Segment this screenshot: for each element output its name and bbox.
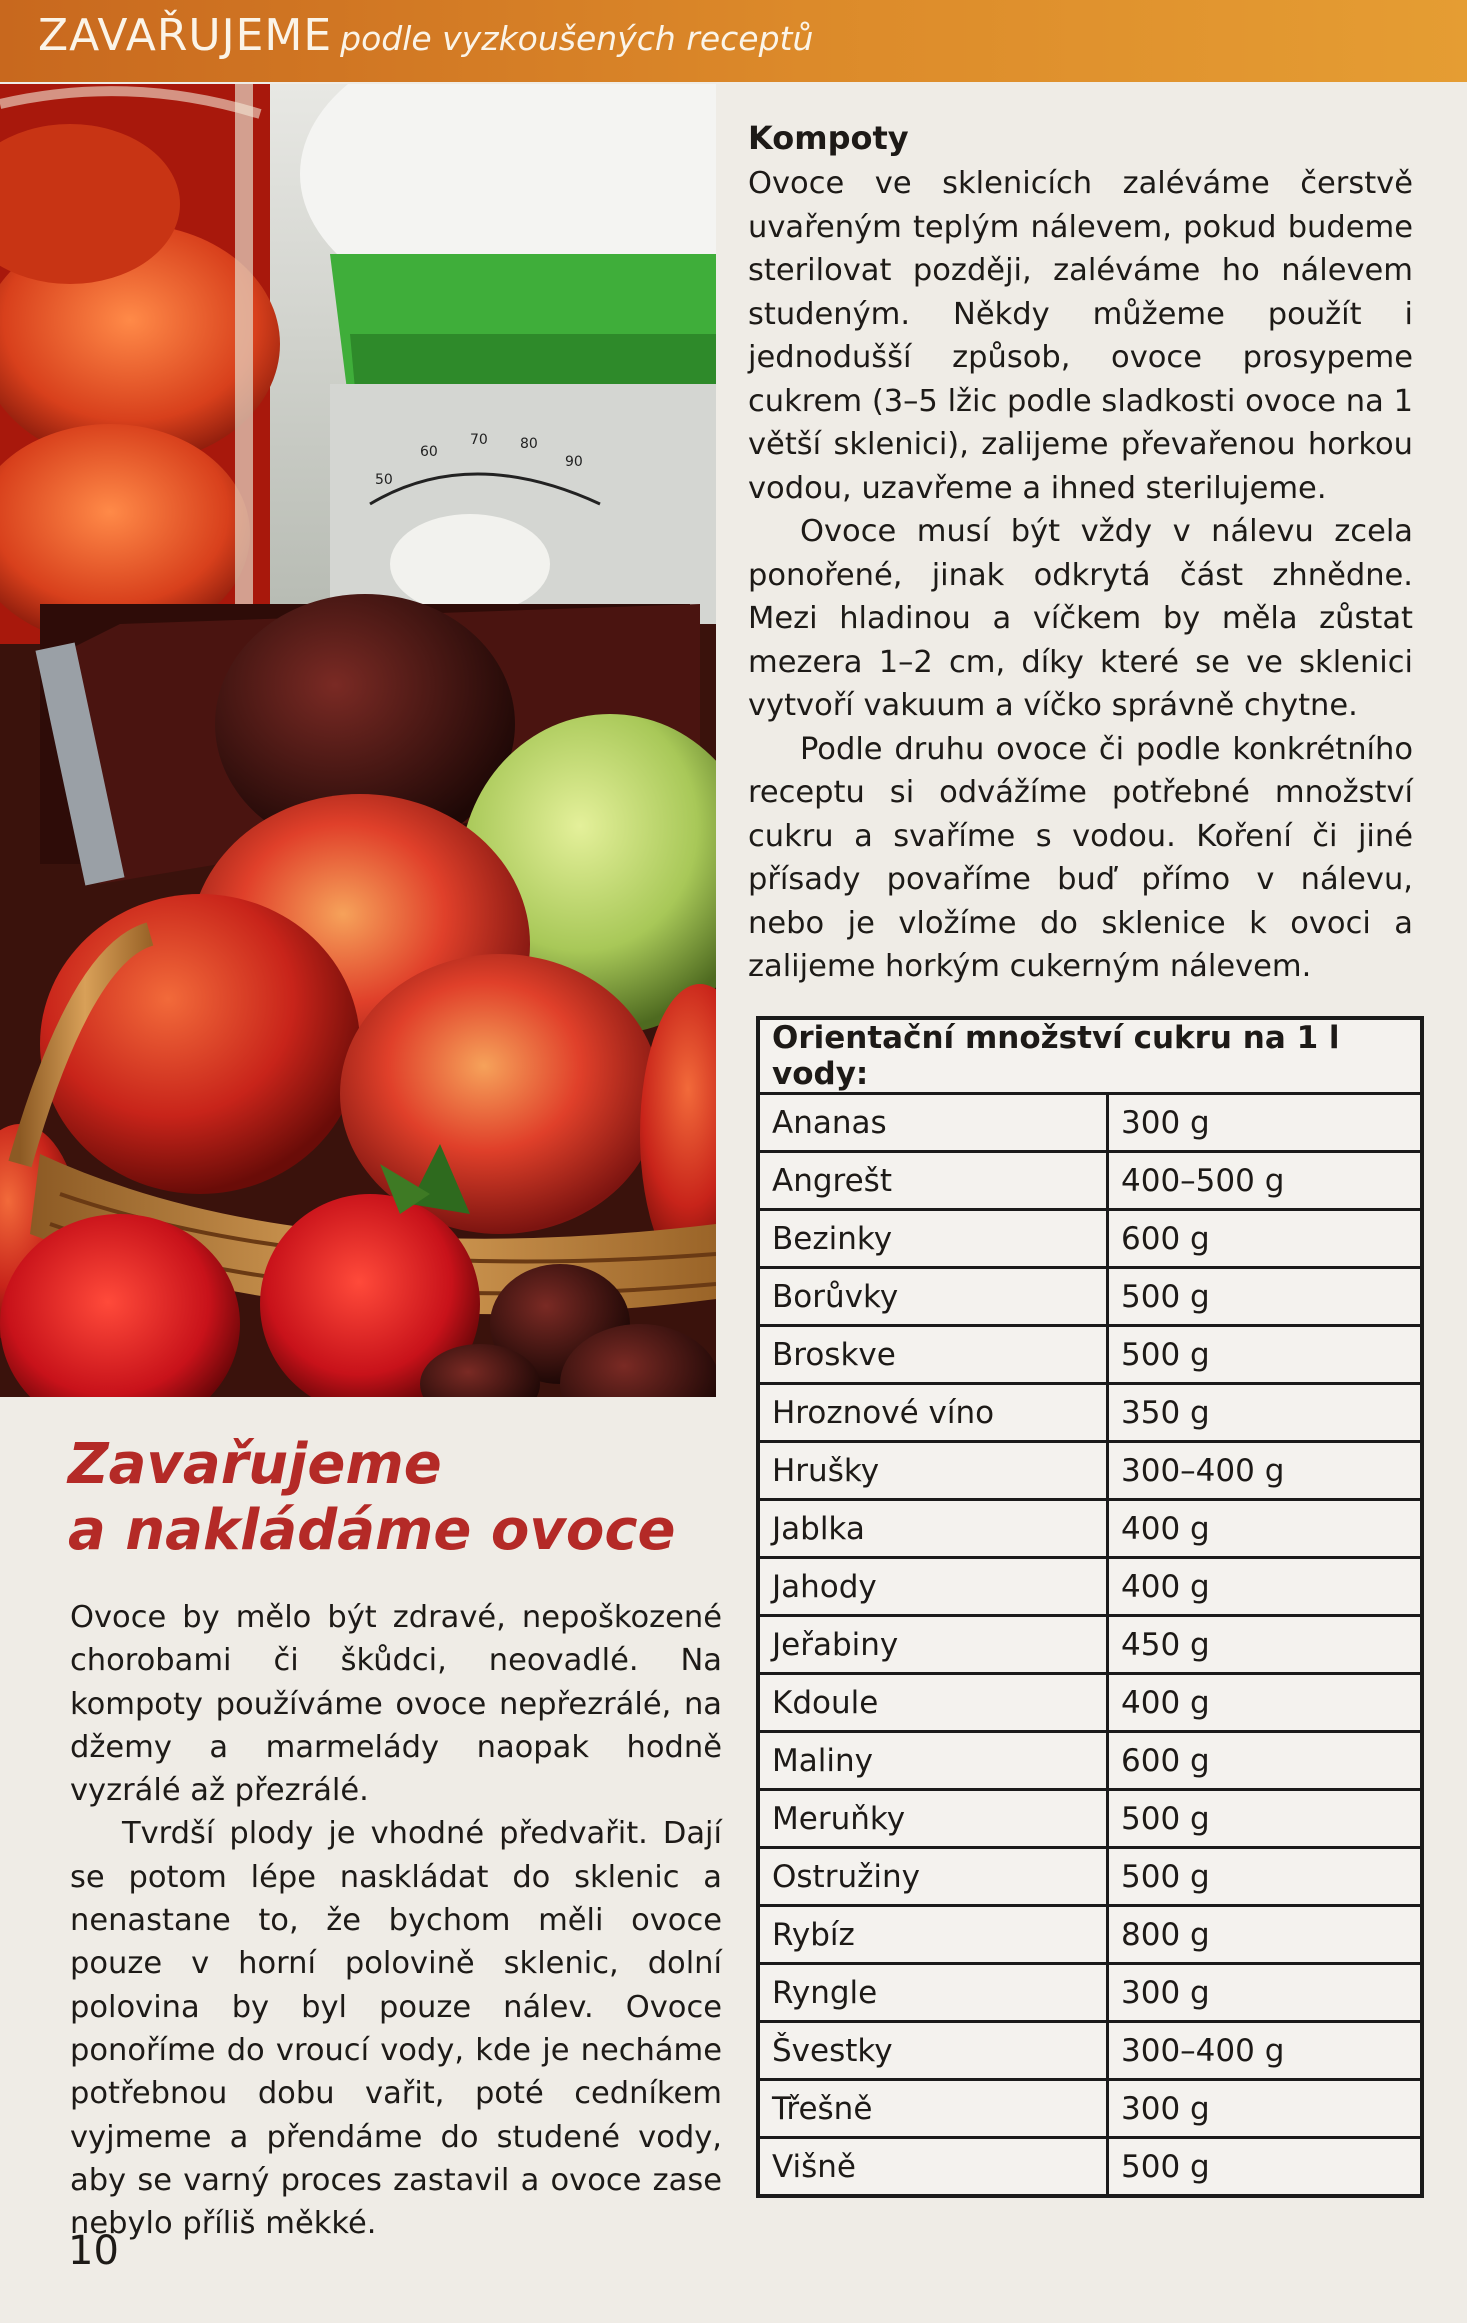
header-subtitle: podle vyzkoušených receptů: [340, 19, 814, 58]
fruit-name-cell: Bezinky: [758, 1210, 1108, 1268]
fruit-name-cell: Rybíz: [758, 1906, 1108, 1964]
page-header: [0, 0, 1467, 82]
table-body: [758, 1094, 1422, 2197]
sugar-amount-cell: 350 g: [1108, 1384, 1423, 1442]
article-title-line: Zavařujeme: [68, 1432, 442, 1497]
table-row: [758, 1152, 1422, 1210]
sugar-amount-cell: 300–400 g: [1108, 1442, 1423, 1500]
table-row: [758, 1732, 1422, 1790]
article-paragraph: Tvrdší plody je vhodné předvařit. Dají se potom lépe naskládat do sklenic a nenastane to, že bychom měli ovoce pouze v horní polovině sklenic, dolní polovina by byl pouze nálev. Ovoce ponoříme do vroucí vody, kde je necháme potřebnou dobu vařit, poté cedníkem vyjmeme a přendáme do studené vody, aby se varný proces zastavil a ovoce zase nebylo příliš měkké.: [70, 1816, 722, 2242]
article-paragraph: Ovoce by mělo být zdravé, nepoškozené chorobami či škůdci, neovadlé. Na kompoty používáme ovoce nepřezrálé, na džemy a marmelády naopak hodně vyzrálé až přezrálé.: [70, 1600, 722, 1809]
fruit-name-cell: Jablka: [758, 1500, 1108, 1558]
header-title: [38, 10, 813, 61]
fruit-name-cell: Meruňky: [758, 1790, 1108, 1848]
table-row: [758, 1558, 1422, 1616]
fruit-name-cell: Kdoule: [758, 1674, 1108, 1732]
table-row: [758, 1964, 1422, 2022]
sugar-amount-cell: 500 g: [1108, 1848, 1423, 1906]
article-title-line: a nakládáme ovoce: [68, 1498, 676, 1563]
sugar-amount-cell: 300 g: [1108, 1094, 1423, 1152]
fruit-name-cell: Višně: [758, 2138, 1108, 2197]
fruit-name-cell: Třešně: [758, 2080, 1108, 2138]
article-title: [68, 1432, 728, 1564]
sugar-amount-cell: 300 g: [1108, 1964, 1423, 2022]
fruit-name-cell: Maliny: [758, 1732, 1108, 1790]
table-row: [758, 2080, 1422, 2138]
table-row: [758, 1674, 1422, 1732]
table-row: [758, 1326, 1422, 1384]
fruit-name-cell: Ryngle: [758, 1964, 1108, 2022]
fruit-name-cell: Ananas: [758, 1094, 1108, 1152]
sugar-amount-cell: 600 g: [1108, 1210, 1423, 1268]
scale-label: 90: [565, 454, 583, 470]
kompoty-paragraph: Ovoce ve sklenicích zaléváme čerstvě uvařeným teplým nálevem, pokud budeme sterilovat později, zaléváme ho nálevem studeným. Někdy můžeme použít i jednodušší způsob, ovoce prosypeme cukrem (3–5 lžic podle sladkosti ovoce na 1 větší sklenici), zalijeme převařenou horkou vodou, uzavřeme a ihned sterilujeme.: [748, 166, 1413, 506]
table-row: [758, 1790, 1422, 1848]
fruit-photo: [0, 84, 716, 1397]
sugar-amount-cell: 800 g: [1108, 1906, 1423, 1964]
kompoty-section: [748, 116, 1413, 989]
table-row: [758, 1094, 1422, 1152]
kompoty-paragraph: Ovoce musí být vždy v nálevu zcela ponořené, jinak odkrytá část zhnědne. Mezi hladinou a víčkem by měla zůstat mezera 1–2 cm, díky které se ve sklenici vytvoří vakuum a víčko správně chytne.: [748, 514, 1413, 723]
scale-label: 50: [375, 472, 393, 488]
table-row: [758, 1906, 1422, 1964]
scale-label: 80: [520, 436, 538, 452]
fruit-name-cell: Borůvky: [758, 1268, 1108, 1326]
sugar-amount-cell: 300–400 g: [1108, 2022, 1423, 2080]
sugar-amount-cell: 400–500 g: [1108, 1152, 1423, 1210]
table-row: [758, 1268, 1422, 1326]
fruit-name-cell: Jahody: [758, 1558, 1108, 1616]
table-row: [758, 1384, 1422, 1442]
sugar-amount-cell: 600 g: [1108, 1732, 1423, 1790]
fruit-name-cell: Ostružiny: [758, 1848, 1108, 1906]
fruit-name-cell: Hroznové víno: [758, 1384, 1108, 1442]
table-row: [758, 2022, 1422, 2080]
sugar-amount-cell: 300 g: [1108, 2080, 1423, 2138]
sugar-amount-cell: 500 g: [1108, 2138, 1423, 2197]
fruit-name-cell: Angrešt: [758, 1152, 1108, 1210]
table-header-row: [758, 1018, 1422, 1094]
fruit-name-cell: Jeřabiny: [758, 1616, 1108, 1674]
page-number: 10: [68, 2228, 119, 2274]
sugar-amount-cell: 500 g: [1108, 1268, 1423, 1326]
fruit-name-cell: Hrušky: [758, 1442, 1108, 1500]
table-row: [758, 1500, 1422, 1558]
table-row: [758, 2138, 1422, 2197]
sugar-table: [756, 1016, 1424, 2198]
scale-label: 60: [420, 444, 438, 460]
sugar-amount-cell: 500 g: [1108, 1326, 1423, 1384]
sugar-amount-cell: 400 g: [1108, 1500, 1423, 1558]
table-row: [758, 1848, 1422, 1906]
fruit-name-cell: Broskve: [758, 1326, 1108, 1384]
table-title: Orientační množství cukru na 1 l vody:: [758, 1018, 1422, 1094]
article-body: [70, 1596, 722, 2245]
sugar-amount-cell: 500 g: [1108, 1790, 1423, 1848]
fruit-name-cell: Švestky: [758, 2022, 1108, 2080]
sugar-amount-cell: 400 g: [1108, 1558, 1423, 1616]
sugar-amount-cell: 400 g: [1108, 1674, 1423, 1732]
kompoty-heading: Kompoty: [748, 119, 909, 157]
table-row: [758, 1210, 1422, 1268]
sugar-amount-cell: 450 g: [1108, 1616, 1423, 1674]
table-row: [758, 1616, 1422, 1674]
table-row: [758, 1442, 1422, 1500]
scale-label: 70: [470, 432, 488, 448]
header-main-title: ZAVAŘUJEME: [38, 10, 333, 61]
kompoty-paragraph: Podle druhu ovoce či podle konkrétního receptu si odvážíme potřebné množství cukru a svaříme s vodou. Koření či jiné přísady povaříme buď přímo v nálevu, nebo je vložíme do sklenice k ovoci a zalijeme horkým cukerným nálevem.: [748, 731, 1413, 984]
